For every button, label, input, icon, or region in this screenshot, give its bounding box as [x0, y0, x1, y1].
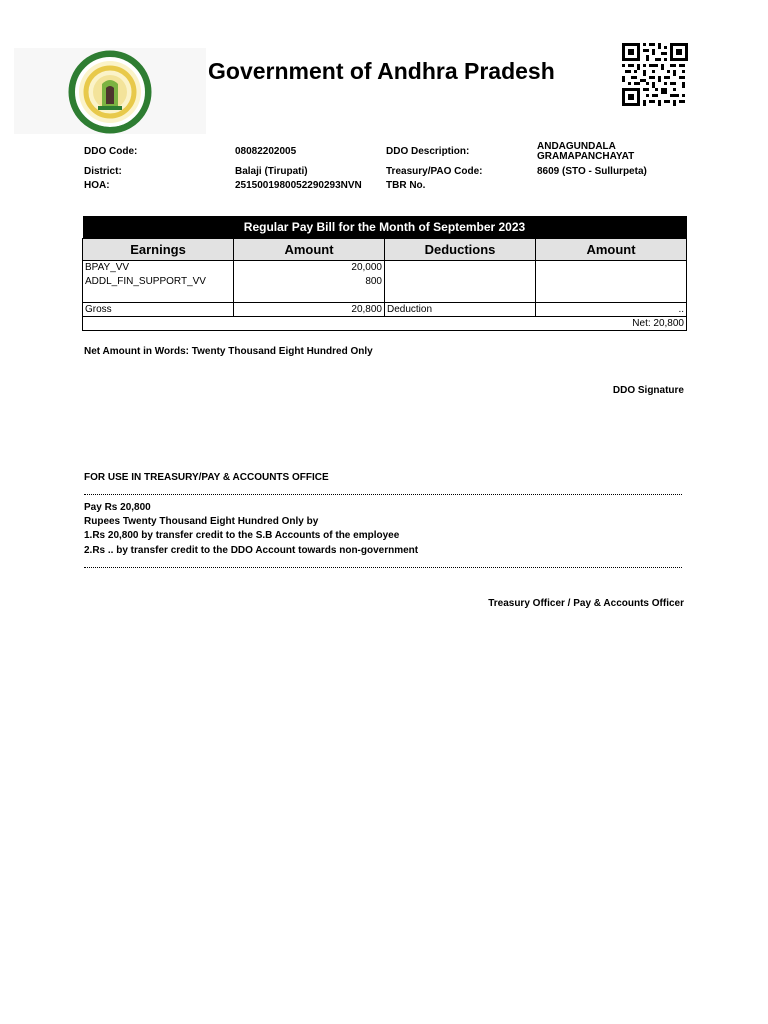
- earnings-amounts: [234, 261, 385, 303]
- bill-gross-row: [83, 303, 687, 317]
- ddo-description-label: DDO Description:: [386, 146, 470, 157]
- hoa-label: HOA:: [84, 180, 110, 191]
- district-label: District:: [84, 166, 122, 177]
- earning-amount: 20,000: [351, 262, 382, 273]
- tbr-label: TBR No.: [386, 180, 426, 191]
- earning-amount: 800: [365, 276, 382, 287]
- bill-header-row: [83, 239, 687, 261]
- transfer-line-2: 2.Rs .. by transfer credit to the DDO Account towards non-government: [84, 545, 419, 556]
- treasury-code-label: Treasury/PAO Code:: [386, 166, 483, 177]
- deductions-names: [385, 261, 536, 303]
- gross-label: Gross: [83, 303, 234, 317]
- dotted-divider: [84, 494, 682, 495]
- header-deductions: Deductions: [385, 239, 536, 261]
- emblem-area: [14, 48, 206, 134]
- header-deductions-amount: Amount: [536, 239, 687, 261]
- earning-name: ADDL_FIN_SUPPORT_VV: [85, 276, 206, 287]
- deduction-value: ..: [536, 303, 687, 317]
- qr-code-icon: [622, 43, 688, 106]
- net-amount-words: Net Amount in Words: Twenty Thousand Eight Hundred Only: [84, 346, 373, 357]
- ddo-code-label: DDO Code:: [84, 146, 138, 157]
- net-amount: Net: 20,800: [83, 317, 687, 331]
- bill-title: Regular Pay Bill for the Month of September 2023: [83, 216, 687, 239]
- treasury-code-value: 8609 (STO - Sullurpeta): [537, 166, 647, 177]
- district-value: Balaji (Tirupati): [235, 166, 308, 177]
- bill-body-row: [83, 261, 687, 303]
- treasury-officer-label: Treasury Officer / Pay & Accounts Officer: [488, 598, 684, 609]
- bill-title-row: [83, 216, 687, 239]
- header-earnings-amount: Amount: [234, 239, 385, 261]
- gross-value: 20,800: [234, 303, 385, 317]
- ddo-signature-label: DDO Signature: [612, 385, 684, 396]
- state-emblem-icon: [14, 48, 206, 134]
- transfer-line-1: 1.Rs 20,800 by transfer credit to the S.B Accounts of the employee: [84, 530, 400, 541]
- deductions-amounts: [536, 261, 687, 303]
- dotted-divider: [84, 567, 682, 568]
- ddo-description-line1: ANDAGUNDALA: [537, 141, 616, 152]
- page-title: Government of Andhra Pradesh: [208, 58, 555, 84]
- earning-name: BPAY_VV: [85, 262, 130, 273]
- earnings-names: [83, 261, 234, 303]
- rupees-in-words: Rupees Twenty Thousand Eight Hundred Only by: [84, 516, 319, 527]
- pay-rs: Pay Rs 20,800: [84, 502, 151, 513]
- deduction-label: Deduction: [385, 303, 536, 317]
- pay-bill-table: [82, 216, 687, 331]
- header-earnings: Earnings: [83, 239, 234, 261]
- treasury-heading: FOR USE IN TREASURY/PAY & ACCOUNTS OFFICE: [84, 472, 329, 483]
- ddo-description-value: [537, 142, 634, 162]
- ddo-code-value: 08082202005: [235, 146, 297, 157]
- bill-net-row: [83, 317, 687, 331]
- hoa-value: 2515001980052290293NVN: [235, 180, 362, 191]
- ddo-description-line2: GRAMAPANCHAYAT: [537, 151, 635, 162]
